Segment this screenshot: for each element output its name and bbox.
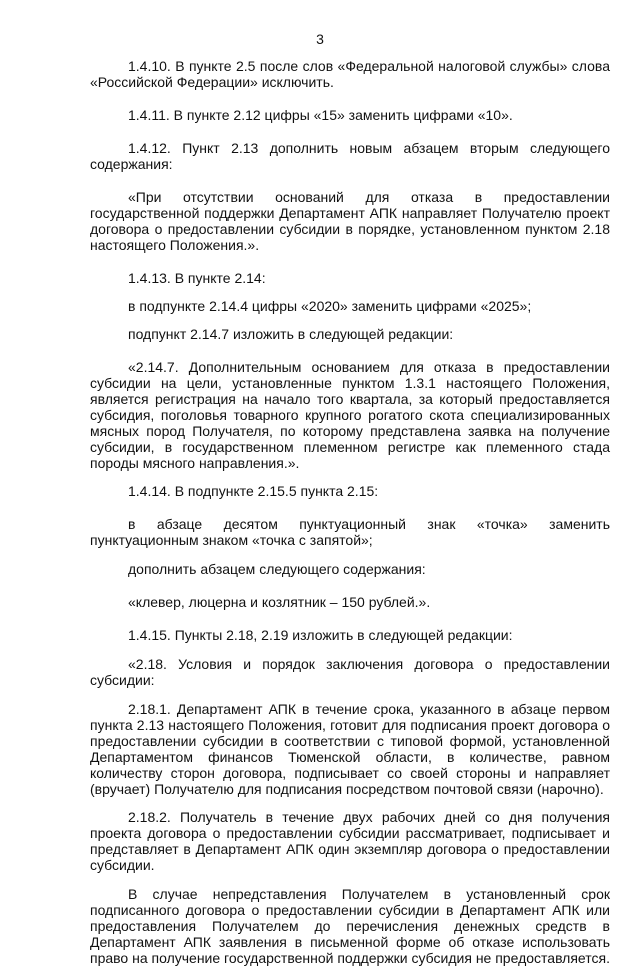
paragraph-2-14-7-intro: подпункт 2.14.7 изложить в следующей редакции: (128, 326, 454, 342)
quote-clover: «клевер, люцерна и козлятник – 150 рублей.». (128, 594, 431, 610)
quote-paragraph-2-14-7: «2.14.7. Дополнительным основанием для отказа в предоставлении субсидии на цели, установленные пунктом 1.3.1 настоящего Положения, является регистрация на начало того квартала, за который предоставляется субсидия, поголовья товарного крупного рогатого скота специализированных мясных пород Получателя, по которому представлена заявка на получение субсидии, в государственном племенном регистре как племенного стада породы мясного направления.». (90, 359, 610, 471)
paragraph-non-submission: В случае непредставления Получателем в установленный срок подписанного договора о предоставлении субсидии в Департамент АПК или предоставления Получателем до перечисления денежных средств в Департамент АПК заявления в письменной форме об отказе использовать право на получение государственной поддержки субсидия не предоставляется. (90, 886, 610, 966)
paragraph-1-4-13: 1.4.13. В пункте 2.14: (128, 270, 266, 286)
paragraph-1-4-10: 1.4.10. В пункте 2.5 после слов «Федеральной налоговой службы» слова «Российской Федерации» исключить. (90, 58, 610, 90)
paragraph-1-4-11: 1.4.11. В пункте 2.12 цифры «15» заменить цифрами «10». (128, 107, 513, 123)
paragraph-2-15-5-tenth: в абзаце десятом пунктуационный знак «точка» заменить пунктуационным знаком «точка с запятой»; (90, 516, 610, 548)
paragraph-2-18-1: 2.18.1. Департамент АПК в течение срока, указанного в абзаце первом пункта 2.13 настоящего Положения, готовит для подписания проект договора о предоставлении субсидии в соответствии с типовой формой, установленной Департаментом финансов Тюменской области, в количестве, равном количеству сторон договора, подписывает со своей стороны и направляет (вручает) Получателю для подписания посредством почтовой связи (нарочно). (90, 701, 610, 797)
paragraph-2-18-2: 2.18.2. Получатель в течение двух рабочих дней со дня получения проекта договора о предоставлении субсидии рассматривает, подписывает и представляет в Департамент АПК один экземпляр договора о предоставлении субсидии. (90, 809, 610, 873)
paragraph-add-clause: дополнить абзацем следующего содержания: (128, 561, 426, 577)
document-body (90, 58, 610, 978)
page-number: 3 (316, 31, 324, 47)
paragraph-2-14-4: в подпункте 2.14.4 цифры «2020» заменить цифрами «2025»; (128, 298, 532, 314)
paragraph-1-4-12: 1.4.12. Пункт 2.13 дополнить новым абзацем вторым следующего содержания: (90, 140, 610, 172)
paragraph-1-4-14: 1.4.14. В подпункте 2.15.5 пункта 2.15: (128, 483, 379, 499)
quote-paragraph-2-18: «2.18. Условия и порядок заключения договора о предоставлении субсидии: (90, 656, 610, 688)
paragraph-1-4-15: 1.4.15. Пункты 2.18, 2.19 изложить в следующей редакции: (128, 627, 513, 643)
quote-paragraph-2-13: «При отсутствии оснований для отказа в предоставлении государственной поддержки Департамент АПК направляет Получателю проект договора о предоставлении субсидии в порядке, установленном пунктом 2.18 настоящего Положения.». (90, 189, 610, 253)
